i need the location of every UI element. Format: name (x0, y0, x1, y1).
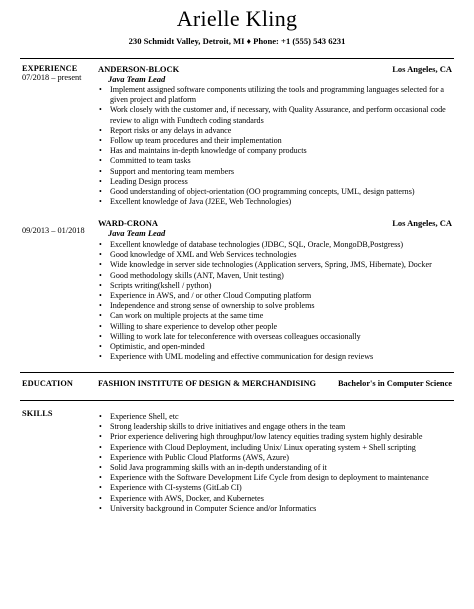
job-role: Java Team Lead (108, 74, 166, 84)
list-item: • Report risks or any delays in advance (98, 126, 450, 136)
list-item: • Prior experience delivering high throughput/low latency equities trading system highly desirable (98, 432, 450, 442)
list-item: • Willing to share experience to develop other people (98, 322, 450, 332)
list-item: • Experience with Cloud Deployment, including Unix/ Linux operating system + Shell scripting (98, 443, 450, 453)
job-role: Java Team Lead (108, 228, 166, 238)
list-item: • Experience with Public Cloud Platforms (AWS, Azure) (98, 453, 450, 463)
list-item: • Scripts writing(kshell / python) (98, 281, 450, 291)
candidate-name: Arielle Kling (176, 6, 298, 31)
list-item: • Work closely with the customer and, if necessary, with Quality Assurance, and perform occasional code review to align with Fundtech coding standards (98, 105, 450, 125)
list-item: • Implement assigned software components utilizing the tools and programming languages selected for a given project and platform (98, 85, 450, 105)
job-dates: 07/2018 – present (22, 73, 82, 82)
job-location: Los Angeles, CA (392, 64, 452, 74)
section-divider-education (20, 372, 454, 373)
job-bullet-list (98, 240, 450, 362)
list-item: • Wide knowledge in server side technologies (Application servers, Spring, JMS, Hibernate), Docker (98, 260, 450, 270)
list-item: • Strong leadership skills to drive initiatives and engage others in the team (98, 422, 450, 432)
list-item: • Excellent knowledge of Java (J2EE, Web Technologies) (98, 197, 450, 207)
list-item: • Has and maintains in-depth knowledge of company products (98, 146, 450, 156)
job-company: ANDERSON-BLOCK (98, 64, 180, 74)
list-item: • Experience with AWS, Docker, and Kubernetes (98, 494, 450, 504)
skills-list (98, 412, 450, 514)
list-item: • Can work on multiple projects at the same time (98, 311, 450, 321)
list-item: • Good knowledge of XML and Web Services technologies (98, 250, 450, 260)
list-item: • Experience with UML modeling and effective communication for design reviews (98, 352, 450, 362)
list-item: • Solid Java programming skills with an in-depth understanding of it (98, 463, 450, 473)
list-item: • Follow up team procedures and their implementation (98, 136, 450, 146)
list-item: • Experience Shell, etc (98, 412, 450, 422)
list-item: • Willing to work late for teleconference with overseas colleagues occasionally (98, 332, 450, 342)
list-item: • Optimistic, and open-minded (98, 342, 450, 352)
list-item: • Experience in AWS, and / or other Cloud Computing platform (98, 291, 450, 301)
list-item: • Support and mentoring team members (98, 167, 450, 177)
education-degree: Bachelor's in Computer Science (337, 379, 452, 388)
section-title-experience: EXPERIENCE (22, 64, 78, 73)
section-divider-experience (20, 58, 454, 59)
list-item: • Good understanding of object-orientation (OO programming concepts, UML, design patterns) (98, 187, 450, 197)
job-dates: 09/2013 – 01/2018 (22, 226, 85, 235)
education-school: FASHION INSTITUTE OF DESIGN & MERCHANDISING (98, 379, 317, 388)
list-item: • University background in Computer Science and/or Informatics (98, 504, 450, 514)
section-divider-skills (20, 400, 454, 401)
job-location: Los Angeles, CA (392, 218, 452, 228)
section-title-education: EDUCATION (22, 379, 73, 388)
list-item: • Leading Design process (98, 177, 450, 187)
list-item: • Excellent knowledge of database technologies (JDBC, SQL, Oracle, MongoDB,Postgress) (98, 240, 450, 250)
list-item: • Independence and strong sense of ownership to solve problems (98, 301, 450, 311)
list-item: • Committed to team tasks (98, 156, 450, 166)
list-item: • Experience with CI-systems (GitLab CI) (98, 483, 450, 493)
job-company: WARD-CRONA (98, 218, 158, 228)
section-title-skills: SKILLS (22, 409, 53, 418)
job-bullet-list (98, 85, 450, 207)
list-item: • Good methodology skills (ANT, Maven, Unit testing) (98, 271, 450, 281)
list-item: • Experience with the Software Development Life Cycle from design to deployment to maintenance (98, 473, 450, 483)
contact-line: 230 Schmidt Valley, Detroit, MI ♦ Phone: +1 (555) 543 6231 (128, 36, 346, 46)
